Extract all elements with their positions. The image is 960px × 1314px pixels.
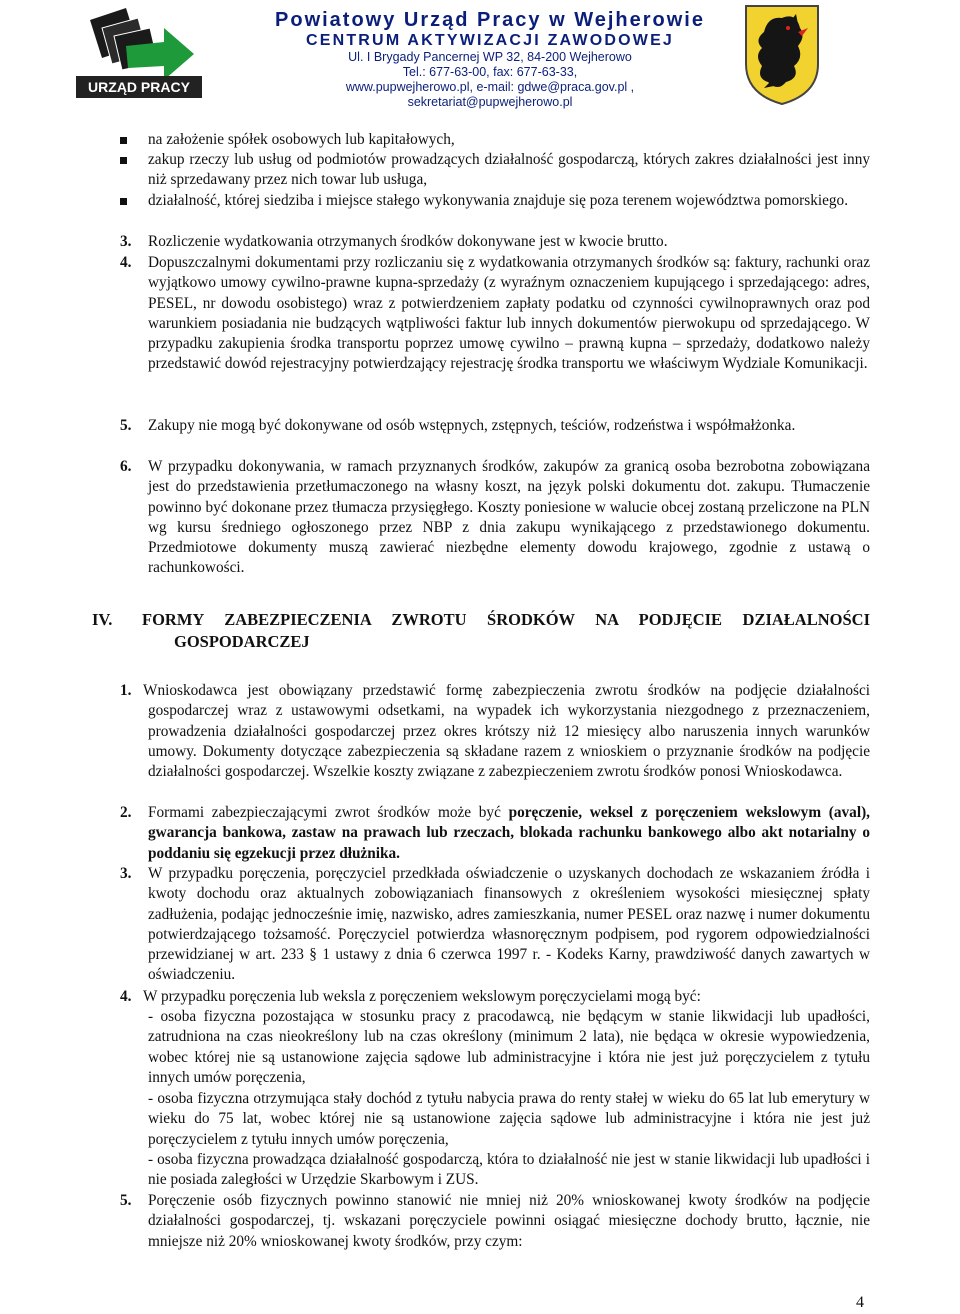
item-number: 3.	[120, 233, 132, 250]
letterhead	[250, 8, 730, 110]
bullet-marker	[120, 198, 127, 205]
list-item: W przypadku poręczenia, poręczyciel przedkłada oświadczenie o uzyskanych dochodach ze wskazaniem źródła i kwoty dochodu oraz aktualnych zobowiązaniach finansowych z określeniem wysokości miesięcznej spłaty zadłużenia, podając jednocześnie imię, nazwisko, adres zamieszkania, numer PESEL oraz nazwę i numer dokumentu potwierdzającego tożsamość. Poręczyciel potwierdza własnoręcznym podpisem, pod rygorem odpowiedzialności przewidzianej w art. 233 § 1 ustawy z dnia 6 czerwca 1997 r. - Kodeks Karny, prawdziwość danych zawartych w oświadczeniu.	[148, 865, 870, 984]
list-item: Poręczenie osób fizycznych powinno stanowić nie mniej niż 20% wnioskowanej kwoty środków na podjęcie działalności gospodarczej, tj. wskazani poręczyciele powinni osiągać miesięczne dochody brutto, łącznie, nie mniejsze niż 20% wnioskowanej kwoty środków, przy czym:	[148, 1192, 870, 1250]
bullet-marker	[120, 157, 127, 164]
org-name: Powiatowy Urząd Pracy w Wejherowie	[275, 9, 705, 31]
item-number: 6.	[120, 458, 132, 475]
item-bold: poręczenie, weksel z poręczeniem wekslowym (aval), gwarancja bankowa, zastaw na prawach lub rzeczach, blokada rachunku bankowego albo akt notarialny o poddaniu się egzekucji przez dłużnika.	[148, 804, 870, 862]
list-item: Zakupy nie mogą być dokonywane od osób wstępnych, zstępnych, teściów, rodzeństwa i współmałżonka.	[148, 417, 796, 434]
item-number: 4.	[120, 254, 132, 271]
item-number: 5.	[120, 1192, 132, 1209]
address: Ul. I Brygady Pancernej WP 32, 84-200 Wejherowo	[348, 50, 632, 64]
sub-item: - osoba fizyczna otrzymująca stały dochód z tytułu nabycia prawa do renty stałej w wieku do 65 lat lub emerytury w wieku do 75 lat, wobec której nie są ustanowione zajęcia sądowe lub administracyjne i która nie jest już poręczycielem z tytułu innych umów poręczenia,	[148, 1090, 870, 1148]
section-title: FORMY ZABEZPIECZENIA ZWROTU ŚRODKÓW NA PODJĘCIE DZIAŁALNOŚCI	[142, 610, 870, 629]
bullet-marker	[120, 137, 127, 144]
section-title-cont: GOSPODARCZEJ	[174, 632, 310, 651]
item-number: 1.	[120, 682, 132, 699]
page-number: 4	[856, 1294, 864, 1311]
section-numeral: IV.	[92, 610, 113, 629]
center-name: CENTRUM AKTYWIZACJI ZAWODOWEJ	[305, 32, 675, 49]
item-number: 4.	[120, 988, 132, 1005]
coat-of-arms-icon	[742, 2, 822, 106]
list-item: W przypadku dokonywania, w ramach przyznanych środków, zakupów za granicą osoba bezrobotna zobowiązana jest do przedstawienia przetłumaczonego na własny koszt, na język polski dokumentu dot. zakupu. Tłumaczenie powinno być dokonane przez tłumacza przysięgłego. Koszty poniesione w walucie obcej zostaną przeliczone na PLN wg kursu średniego ogłoszonego przez NBP z dnia zakupu wynikającego z przedstawionego dokumentu. Przedmiotowe dokumenty muszą zawierać niezbędne elementy dowodu krajowego, zgodnie z ustawą o rachunkowości.	[148, 458, 870, 577]
list-item	[148, 803, 870, 864]
sub-item: - osoba fizyczna prowadząca działalność gospodarczą, która to działalność nie jest w stanie likwidacji lub upadłości i nie posiada zaległości w Urzędzie Skarbowym i ZUS.	[148, 1151, 870, 1189]
urzad-pracy-logo	[76, 6, 202, 98]
secretariat-email: sekretariat@pupwejherowo.pl	[407, 95, 573, 109]
sub-item: - osoba fizyczna pozostająca w stosunku pracy z pracodawcą, nie będącym w stanie likwidacji lub upadłości, zatrudniona na czas nieokreślony lub na czas określony (minimum 2 lata), nie będąca w okresie wypowiedzenia, wobec której nie są ustanowione zajęcia sądowe lub administracyjne i która nie jest już poręczycielem z tytułu innych umów poręczenia,	[148, 1008, 870, 1086]
phone: Tel.: 677-63-00, fax: 677-63-33,	[402, 65, 578, 79]
bullet-item: na założenie spółek osobowych lub kapitałowych,	[148, 131, 455, 148]
list-item: Rozliczenie wydatkowania otrzymanych środków dokonywane jest w kwocie brutto.	[148, 233, 668, 250]
list-item: W przypadku poręczenia lub weksla z poręczeniem wekslowym poręczycielami mogą być:	[143, 988, 701, 1005]
list-item: Dopuszczalnymi dokumentami przy rozliczaniu się z wydatkowania otrzymanych środków są: faktury, rachunki oraz wyjątkowo umowy cywilno-prawne kupna-sprzedaży (z wyraźnym oznaczeniem kupującego i sprzedającego: adres, PESEL, nr dowodu osobistego) wraz z potwierdzeniem zapłaty podatku od czynności cywilnoprawnych oraz pod warunkiem posiadania nie budzących wątpliwości faktur lub innych dokumentów pierwokupu od sprzedającego. W przypadku zakupienia środka transportu poprzez umowę cywilno – prawną kupna – sprzedaży, dodatkowo należy przedstawić dowód rejestracyjny potwierdzający rejestrację środka transportu we właściwym Wydziale Komunikacji.	[148, 254, 870, 373]
bullet-item: zakup rzeczy lub usług od podmiotów prowadzących działalność gospodarczą, których zakres działalności jest inny niż sprzedawany przez nich towar lub usługa,	[148, 151, 870, 189]
item-lead: Formami zabezpieczającymi zwrot środków może być	[148, 804, 509, 821]
logo-text: URZĄD PRACY	[88, 79, 190, 95]
list-item: Wnioskodawca jest obowiązany przedstawić formę zabezpieczenia zwrotu środków na podjęcie działalności gospodarczej wraz z ustawowymi odsetkami, na wypadek ich wykorzystania niezgodnego z przeznaczeniem, prowadzenia działalności gospodarczej przez okres krótszy niż 12 miesięcy albo naruszenia innych warunków umowy. Dokumenty dotyczące zabezpieczenia są składane razem z wnioskiem o przyznanie środków na podjęcie działalności gospodarczej. Wszelkie koszty związane z zabezpieczeniem zwrotu środków ponosi Wnioskodawca.	[143, 682, 870, 781]
web-email: www.pupwejherowo.pl, e-mail: gdwe@praca.gov.pl ,	[345, 80, 635, 94]
bullet-item: działalność, której siedziba i miejsce stałego wykonywania znajduje się poza terenem województwa pomorskiego.	[148, 192, 849, 209]
item-number: 5.	[120, 417, 132, 434]
item-number: 2.	[120, 804, 132, 821]
item-number: 3.	[120, 865, 132, 882]
